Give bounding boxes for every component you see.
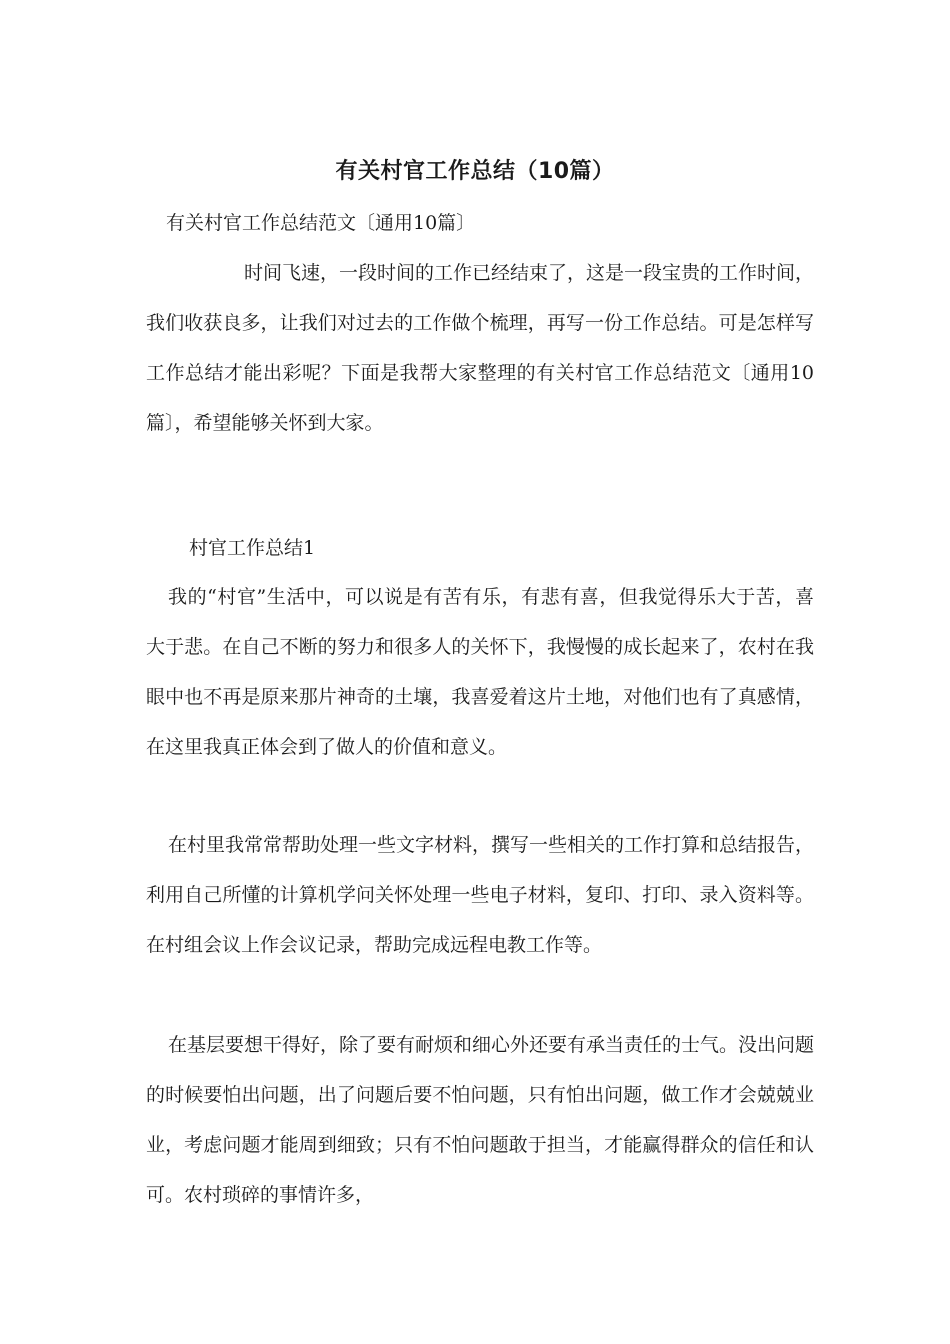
- body-paragraph: 在村里我常常帮助处理一些文字材料，撰写一些相关的工作打算和总结报告，利用自己所懂的计算机学问关怀处理一些电子材料，复印、打印、录入资料等。在村组会议上作会议记录，帮助完成远程电教工作等。: [146, 834, 815, 956]
- intro-paragraph: 时间飞速，一段时间的工作已经结束了，这是一段宝贵的工作时间，我们收获良多，让我们对过去的工作做个梳理，再写一份工作总结。可是怎样写工作总结才能出彩呢？下面是我帮大家整理的有关村官工作总结范文〔通用10篇〕，希望能够关怀到大家。: [146, 262, 815, 434]
- section-heading: 村官工作总结1: [189, 537, 316, 559]
- document-subtitle: 有关村官工作总结范文〔通用10篇〕: [166, 212, 476, 234]
- body-paragraph: 在基层要想干得好，除了要有耐烦和细心外还要有承当责任的士气。没出问题的时候要怕出问题，出了问题后要不怕问题，只有怕出问题，做工作才会兢兢业业，考虑问题才能周到细致；只有不怕问题敢于担当，才能赢得群众的信任和认可。农村琐碎的事情许多，: [146, 1034, 815, 1206]
- body-paragraph: 我的“村官”生活中，可以说是有苦有乐，有悲有喜，但我觉得乐大于苦，喜大于悲。在自己不断的努力和很多人的关怀下，我慢慢的成长起来了，农村在我眼中也不再是原来那片神奇的土壤，我喜爱着这片土地，对他们也有了真感情，在这里我真正体会到了做人的价值和意义。: [146, 586, 814, 758]
- document-title: 有关村官工作总结（10篇）: [335, 159, 615, 184]
